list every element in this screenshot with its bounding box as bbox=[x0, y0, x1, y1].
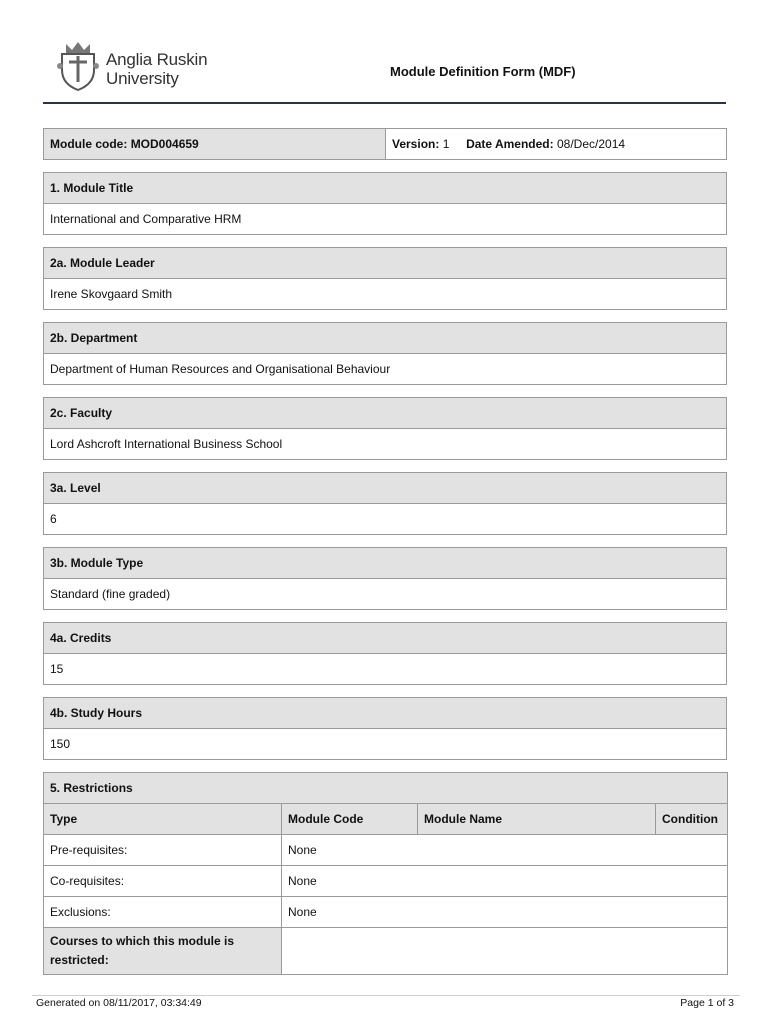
section-study-hours bbox=[43, 697, 727, 760]
version-cell bbox=[386, 129, 727, 160]
section-heading: 3a. Level bbox=[44, 473, 727, 504]
restriction-value: None bbox=[282, 866, 728, 897]
section-heading: 2b. Department bbox=[44, 323, 727, 354]
crest-icon bbox=[56, 40, 100, 92]
footer-divider bbox=[32, 995, 740, 996]
column-header-module-name: Module Name bbox=[418, 804, 656, 835]
courses-restricted-value bbox=[282, 928, 728, 975]
column-header-type: Type bbox=[44, 804, 282, 835]
generated-timestamp: Generated on 08/11/2017, 03:34:49 bbox=[36, 997, 202, 1009]
section-level bbox=[43, 472, 727, 535]
section-module-title bbox=[43, 172, 727, 235]
module-code-value: MOD004659 bbox=[130, 137, 199, 151]
column-header-condition: Condition bbox=[656, 804, 728, 835]
module-code-label: Module code: bbox=[50, 137, 128, 151]
section-heading: 2a. Module Leader bbox=[44, 248, 727, 279]
section-module-leader bbox=[43, 247, 727, 310]
section-heading: 2c. Faculty bbox=[44, 398, 727, 429]
section-heading: 1. Module Title bbox=[44, 173, 727, 204]
page-number: Page 1 of 3 bbox=[680, 997, 734, 1009]
logo-line-2: University bbox=[106, 69, 179, 88]
section-value: Department of Human Resources and Organisational Behaviour bbox=[44, 354, 727, 385]
module-code-cell bbox=[44, 129, 386, 160]
courses-restricted-label: Courses to which this module is restricted: bbox=[44, 928, 282, 975]
restrictions-heading: 5. Restrictions bbox=[44, 773, 728, 804]
logo-line-1: Anglia Ruskin bbox=[106, 50, 208, 69]
section-heading: 3b. Module Type bbox=[44, 548, 727, 579]
section-value: Irene Skovgaard Smith bbox=[44, 279, 727, 310]
table-row bbox=[44, 866, 728, 897]
section-restrictions bbox=[43, 772, 728, 975]
university-logo bbox=[56, 40, 256, 92]
section-credits bbox=[43, 622, 727, 685]
date-amended-value: 08/Dec/2014 bbox=[556, 137, 626, 151]
section-value: 15 bbox=[44, 654, 727, 685]
restriction-value: None bbox=[282, 835, 728, 866]
document-title: Module Definition Form (MDF) bbox=[390, 64, 576, 79]
column-header-module-code: Module Code bbox=[282, 804, 418, 835]
table-row bbox=[44, 928, 728, 975]
date-amended-label: Date Amended: bbox=[466, 137, 554, 151]
section-value: Lord Ashcroft International Business School bbox=[44, 429, 727, 460]
version-value: 1 bbox=[442, 137, 450, 151]
table-row bbox=[44, 897, 728, 928]
restriction-type: Co-requisites: bbox=[44, 866, 282, 897]
restriction-type: Pre-requisites: bbox=[44, 835, 282, 866]
section-value: 6 bbox=[44, 504, 727, 535]
restriction-type: Exclusions: bbox=[44, 897, 282, 928]
section-value: 150 bbox=[44, 729, 727, 760]
module-summary-table bbox=[43, 128, 727, 160]
version-label: Version: bbox=[392, 137, 440, 151]
section-heading: 4a. Credits bbox=[44, 623, 727, 654]
section-module-type bbox=[43, 547, 727, 610]
header-divider bbox=[43, 102, 726, 104]
section-value: International and Comparative HRM bbox=[44, 204, 727, 235]
section-faculty bbox=[43, 397, 727, 460]
section-heading: 4b. Study Hours bbox=[44, 698, 727, 729]
section-department bbox=[43, 322, 727, 385]
section-value: Standard (fine graded) bbox=[44, 579, 727, 610]
table-row bbox=[44, 835, 728, 866]
restriction-value: None bbox=[282, 897, 728, 928]
